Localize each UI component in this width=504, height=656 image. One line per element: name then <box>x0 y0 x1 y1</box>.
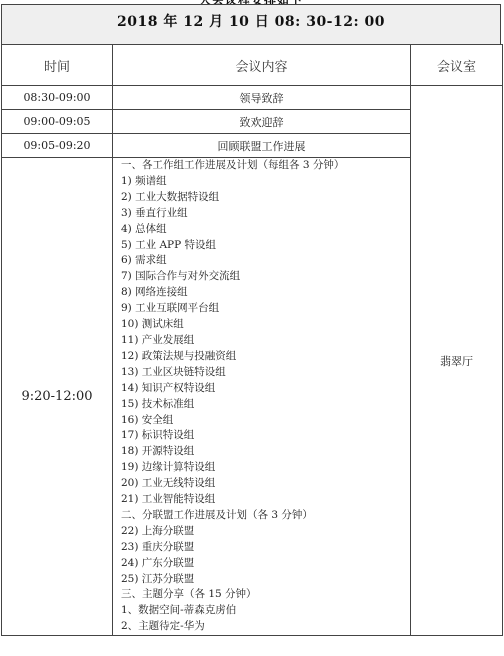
agenda-table <box>1 44 503 636</box>
list-item: 12) 政策法规与投融资组 <box>121 349 237 362</box>
list-item: 10) 测试床组 <box>121 318 184 331</box>
agenda-list <box>113 158 411 636</box>
list-item: 5) 工业 APP 特设组 <box>121 238 217 251</box>
list-item: 4) 总体组 <box>121 222 167 235</box>
column-content: 会议内容 <box>113 45 411 86</box>
list-item: 1) 频谱组 <box>121 174 167 187</box>
list-item: 19) 边缘计算特设组 <box>121 461 216 474</box>
row-topic: 回顾联盟工作进展 <box>113 134 411 158</box>
table-header-row <box>2 45 503 86</box>
list-item: 7) 国际合作与对外交流组 <box>121 270 241 283</box>
row-time: 09:05-09:20 <box>2 134 113 158</box>
list-item: 一、各工作组工作进展及计划（每组各 3 分钟） <box>121 159 345 171</box>
list-item: 8) 网络连接组 <box>121 286 188 299</box>
table-row <box>2 86 503 110</box>
list-item: 22) 上海分联盟 <box>121 524 195 537</box>
list-item: 13) 工业区块链特设组 <box>121 365 226 378</box>
list-item: 2) 工业大数据特设组 <box>121 190 220 203</box>
list-item: 1、数据空间-蒂森克虏伯 <box>121 604 237 617</box>
list-item: 25) 江苏分联盟 <box>121 572 195 585</box>
row-topic: 致欢迎辞 <box>113 110 411 134</box>
list-item: 11) 产业发展组 <box>121 333 195 346</box>
list-item: 18) 开源特设组 <box>121 445 195 458</box>
list-item: 16) 安全组 <box>121 413 174 426</box>
list-item: 3) 垂直行业组 <box>121 206 188 219</box>
list-item: 21) 工业智能特设组 <box>121 493 216 506</box>
list-item: 6) 需求组 <box>121 254 167 267</box>
list-item: 二、分联盟工作进展及计划（各 3 分钟） <box>121 508 313 521</box>
list-item: 14) 知识产权特设组 <box>121 381 216 394</box>
date-header: 2018 年 12 月 10 日 08: 30-12: 00 <box>1 4 501 44</box>
list-item: 20) 工业无线特设组 <box>121 477 216 490</box>
list-item: 15) 技术标准组 <box>121 397 195 410</box>
row-time: 9:20-12:00 <box>2 158 113 636</box>
list-item: 24) 广东分联盟 <box>121 556 195 569</box>
room-cell: 翡翠厅 <box>411 86 503 636</box>
list-item: 9) 工业互联网平台组 <box>121 302 220 315</box>
list-item: 23) 重庆分联盟 <box>121 540 195 553</box>
row-topic: 领导致辞 <box>113 86 411 110</box>
row-time: 09:00-09:05 <box>2 110 113 134</box>
list-item: 2、主题待定-华为 <box>121 620 205 633</box>
column-room: 会议室 <box>411 45 503 86</box>
column-time: 时间 <box>2 45 113 86</box>
list-item: 三、主题分享（各 15 分钟） <box>121 588 257 601</box>
row-time: 08:30-09:00 <box>2 86 113 110</box>
list-item: 17) 标识特设组 <box>121 429 195 442</box>
